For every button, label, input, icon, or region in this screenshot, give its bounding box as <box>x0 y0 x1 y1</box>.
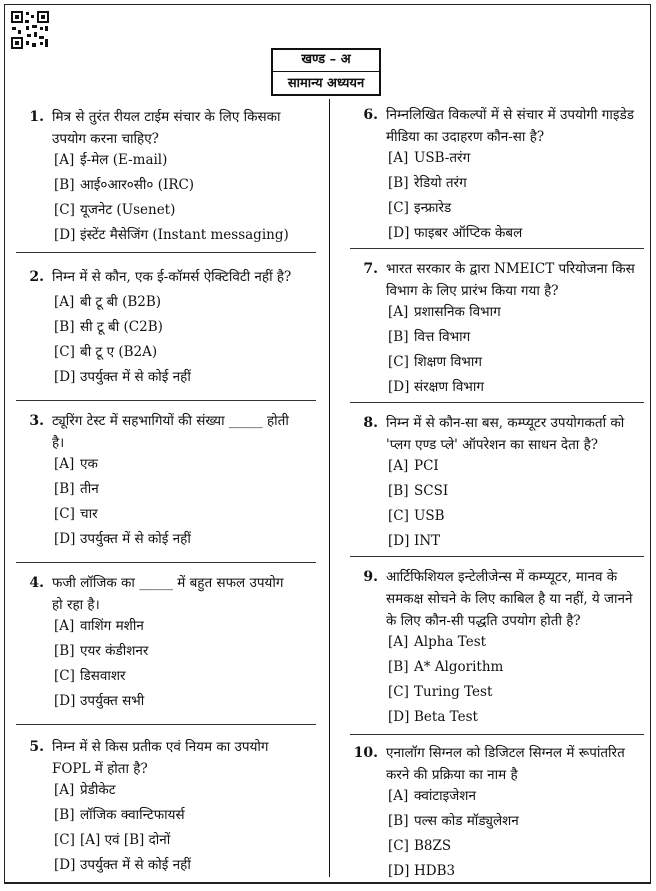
answer-option <box>388 302 501 322</box>
question-number: 3. <box>29 413 44 429</box>
option-label: [B] <box>388 813 409 829</box>
option-label: [A] <box>388 788 409 804</box>
answer-option <box>54 780 116 800</box>
question-number: 9. <box>363 569 378 585</box>
option-text: बी टू बी (B2B) <box>80 294 162 310</box>
question-number: 8. <box>363 415 378 431</box>
answer-option <box>54 691 144 711</box>
option-text: पल्स कोड मॉड्युलेशन <box>414 813 519 829</box>
question-separator <box>350 734 644 735</box>
option-label: [B] <box>388 175 409 191</box>
option-text: उपर्युक्त में से कोई नहीं <box>80 369 191 385</box>
option-text: PCI <box>414 458 439 474</box>
answer-option <box>54 175 194 195</box>
answer-option <box>54 317 163 337</box>
option-label: [B] <box>54 481 75 497</box>
answer-option <box>388 173 467 193</box>
question-text: है। <box>52 435 65 451</box>
option-label: [A] <box>54 618 75 634</box>
option-label: [C] <box>388 354 409 370</box>
option-label: [C] <box>54 344 75 360</box>
question-separator <box>16 400 316 401</box>
question-text: निम्न में से कौन-सा बस, कम्प्यूटर उपयोगकर्ता को <box>386 415 625 431</box>
option-label: [C] <box>388 200 409 216</box>
question-text: मित्र से तुरंत रीयल टाईम संचार के लिए किसका <box>52 109 281 125</box>
question-separator <box>350 556 644 557</box>
option-text: USB <box>414 508 445 524</box>
option-text: INT <box>414 533 441 549</box>
answer-option <box>388 707 478 727</box>
answer-option <box>54 855 191 875</box>
question-text: निम्न में से किस प्रतीक एवं नियम का उपयोग <box>52 739 269 755</box>
option-text: चार <box>80 506 98 522</box>
option-label: [C] <box>388 508 409 524</box>
option-text: सी टू बी (C2B) <box>80 319 163 335</box>
question-text: समकक्ष सोचने के लिए काबिल है या नहीं, ये जानने <box>386 591 633 607</box>
question-text: आर्टिफिशियल इन्टेलीजेन्स में कम्प्यूटर, मानव के <box>386 569 618 585</box>
question-separator <box>16 252 316 253</box>
question-separator <box>350 402 644 403</box>
option-label: [D] <box>388 379 410 395</box>
option-text: संरक्षण विभाग <box>414 379 484 395</box>
option-text: उपर्युक्त में से कोई नहीं <box>80 857 191 873</box>
answer-option <box>388 657 503 677</box>
question-text: निम्नलिखित विकल्पों में से संचार में उपयोगी गाइडेड <box>386 107 634 123</box>
option-label: [A] <box>388 458 409 474</box>
answer-option <box>388 531 440 551</box>
section-title: खण्ड – अ <box>273 50 379 72</box>
answer-option <box>388 198 451 218</box>
option-label: [D] <box>54 693 76 709</box>
answer-option <box>388 481 448 501</box>
option-label: [A] <box>388 150 409 166</box>
column-divider <box>329 99 330 877</box>
option-label: [C] <box>388 838 409 854</box>
option-label: [C] <box>388 684 409 700</box>
question-separator <box>16 724 316 725</box>
question-text: FOPL में होता है? <box>52 761 148 777</box>
option-text: HDB3 <box>414 863 456 879</box>
option-text: Beta Test <box>414 709 478 725</box>
answer-option <box>54 150 167 170</box>
question-text: 'प्लग एण्ड प्ले' ऑपरेशन का साधन देता है? <box>386 437 598 453</box>
option-text: आई०आर०सी० (IRC) <box>80 177 195 193</box>
option-text: [A] एवं [B] दोनों <box>80 832 171 848</box>
answer-option <box>54 529 191 549</box>
option-text: प्रशासनिक विभाग <box>414 304 501 320</box>
option-label: [B] <box>388 659 409 675</box>
answer-option <box>54 367 191 387</box>
section-header <box>271 48 381 96</box>
answer-option <box>54 616 144 636</box>
question-text: फजी लॉजिक का _____ में बहुत सफल उपयोग <box>52 575 284 591</box>
option-label: [D] <box>388 225 410 241</box>
question-number: 6. <box>363 107 378 123</box>
option-label: [D] <box>388 533 410 549</box>
question-text: विभाग के लिए प्रारंभ किया गया है? <box>386 283 559 299</box>
answer-option <box>388 148 470 168</box>
option-text: वाशिंग मशीन <box>80 618 144 634</box>
option-text: USB-तरंग <box>414 150 471 166</box>
option-label: [D] <box>54 369 76 385</box>
option-text: प्रेडीकेट <box>80 782 116 798</box>
answer-option <box>388 456 439 476</box>
bottom-border <box>4 882 650 883</box>
option-text: बी टू ए (B2A) <box>80 344 158 360</box>
option-text: शिक्षण विभाग <box>414 354 482 370</box>
question-text: के लिए कौन-सी पद्धति उपयोग होती है? <box>386 613 581 629</box>
option-label: [A] <box>54 294 75 310</box>
option-text: A* Algorithm <box>414 659 504 675</box>
option-label: [B] <box>54 807 75 823</box>
answer-option <box>54 830 170 850</box>
answer-option <box>54 805 185 825</box>
answer-option <box>54 454 98 474</box>
option-label: [D] <box>388 863 410 879</box>
answer-option <box>388 352 482 372</box>
option-text: रेडियो तरंग <box>414 175 467 191</box>
option-label: [D] <box>54 531 76 547</box>
question-text: निम्न में से कौन, एक ई-कॉमर्स ऐक्टिविटी नहीं है? <box>52 269 292 285</box>
option-text: लॉजिक क्वान्टिफायर्स <box>80 807 185 823</box>
answer-option <box>388 682 492 702</box>
option-label: [C] <box>54 832 75 848</box>
answer-option <box>388 506 445 526</box>
answer-option <box>388 836 451 856</box>
answer-option <box>54 342 157 362</box>
option-label: [B] <box>54 177 75 193</box>
option-text: उपर्युक्त सभी <box>80 693 145 709</box>
option-label: [A] <box>54 152 75 168</box>
option-text: इंस्टेंट मैसेजिंग (Instant messaging) <box>80 227 289 243</box>
answer-option <box>388 786 476 806</box>
question-number: 2. <box>29 269 44 285</box>
option-text: तीन <box>80 481 99 497</box>
option-label: [D] <box>388 709 410 725</box>
answer-option <box>388 327 470 347</box>
question-text: एनालॉग सिग्नल को डिजिटल सिग्नल में रूपांतरित <box>386 745 625 761</box>
option-label: [A] <box>388 634 409 650</box>
question-number: 1. <box>29 109 44 125</box>
option-text: यूजनेट (Usenet) <box>80 202 176 218</box>
question-number: 5. <box>29 739 44 755</box>
option-text: Turing Test <box>414 684 493 700</box>
option-label: [B] <box>388 483 409 499</box>
option-label: [B] <box>54 643 75 659</box>
option-label: [D] <box>54 227 76 243</box>
question-number: 4. <box>29 575 44 591</box>
question-number: 7. <box>363 261 378 277</box>
option-text: क्वांटाइजेशन <box>414 788 476 804</box>
option-label: [C] <box>54 202 75 218</box>
answer-option <box>54 666 126 686</box>
answer-option <box>388 632 486 652</box>
option-label: [B] <box>388 329 409 345</box>
option-text: उपर्युक्त में से कोई नहीं <box>80 531 191 547</box>
answer-option <box>54 641 148 661</box>
question-text: ट्यूरिंग टेस्ट में सहभागियों की संख्या _____ होती <box>52 413 289 429</box>
option-text: ई-मेल (E-mail) <box>80 152 168 168</box>
question-text: हो रहा है। <box>52 597 100 613</box>
question-separator <box>16 562 316 563</box>
option-label: [C] <box>54 668 75 684</box>
question-text: भारत सरकार के द्वारा NMEICT परियोजना किस <box>386 261 635 277</box>
option-label: [D] <box>54 857 76 873</box>
answer-option <box>54 200 175 220</box>
option-text: Alpha Test <box>414 634 487 650</box>
option-text: वित्त विभाग <box>414 329 471 345</box>
option-text: एयर कंडीशनर <box>80 643 149 659</box>
subject-title: सामान्य अध्ययन <box>287 76 365 91</box>
question-number: 10. <box>353 745 378 761</box>
option-label: [C] <box>54 506 75 522</box>
option-text: SCSI <box>414 483 449 499</box>
answer-option <box>388 861 455 881</box>
question-text: करने की प्रक्रिया का नाम है <box>386 767 518 783</box>
answer-option <box>54 479 99 499</box>
option-label: [B] <box>54 319 75 335</box>
qr-code-icon <box>10 10 50 50</box>
question-separator <box>350 248 644 249</box>
answer-option <box>54 292 161 312</box>
option-label: [A] <box>54 456 75 472</box>
answer-option <box>388 811 519 831</box>
question-text: उपयोग करना चाहिए? <box>52 131 159 147</box>
answer-option <box>388 377 484 397</box>
option-text: डिसवाशर <box>80 668 126 684</box>
option-label: [A] <box>388 304 409 320</box>
option-text: फाइबर ऑप्टिक केबल <box>414 225 523 241</box>
option-text: इन्फ्रारेड <box>414 200 452 216</box>
option-label: [A] <box>54 782 75 798</box>
option-text: एक <box>80 456 98 472</box>
answer-option <box>388 223 522 243</box>
question-text: मीडिया का उदाहरण कौन-सा है? <box>386 129 545 145</box>
answer-option <box>54 504 98 524</box>
option-text: B8ZS <box>414 838 452 854</box>
answer-option <box>54 225 289 245</box>
